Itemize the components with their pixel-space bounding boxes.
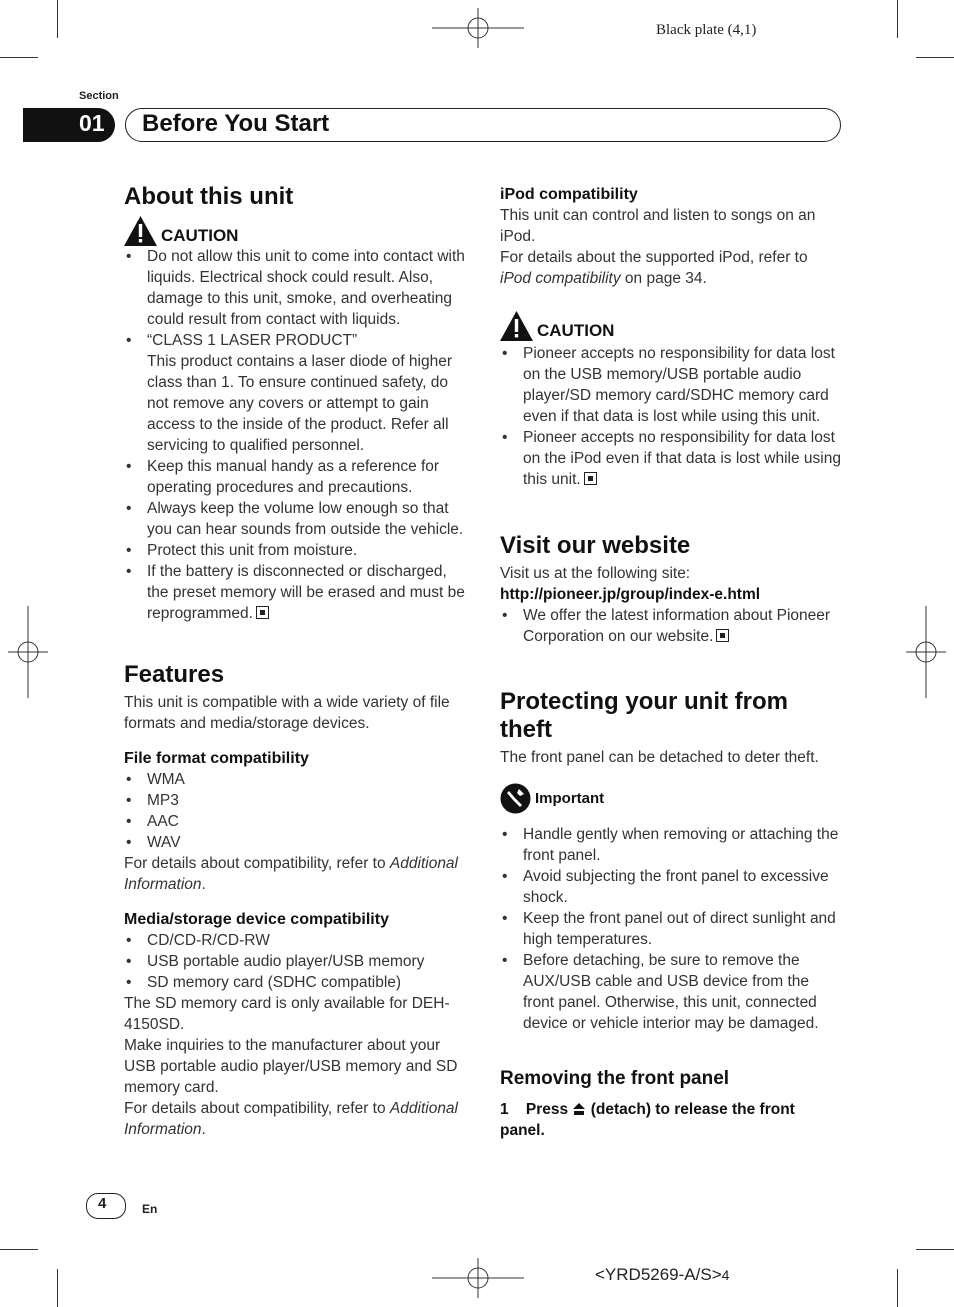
reference-text: For details about compatibility, refer to xyxy=(124,1100,390,1117)
media-inquiry: Make inquiries to the manufacturer about your USB portable audio player/USB memory and SD memory card. xyxy=(124,1037,458,1096)
file-format-reference xyxy=(124,853,469,895)
registration-mark-icon xyxy=(432,8,524,48)
crop-mark xyxy=(57,0,58,38)
important-list xyxy=(500,824,842,1034)
right-column xyxy=(500,184,842,1141)
list-item: • WMA xyxy=(124,769,469,790)
ipod-text: This unit can control and listen to songs on an iPod. xyxy=(500,207,816,245)
step-text: (detach) to release the front panel. xyxy=(500,1101,795,1139)
removing-heading: Removing the front panel xyxy=(500,1068,730,1089)
warning-icon xyxy=(124,216,157,246)
section-label: Section xyxy=(79,90,119,102)
list-item: • WAV xyxy=(124,832,469,853)
list-item-text: Pioneer accepts no responsibility for data lost on the iPod even if that data is lost while using this unit. xyxy=(523,429,841,488)
about-heading: About this unit xyxy=(124,183,294,210)
crop-mark xyxy=(916,57,954,58)
list-item-text: We offer the latest information about Pioneer Corporation on our website. xyxy=(523,607,831,645)
list-item xyxy=(500,427,842,490)
reference-end: . xyxy=(201,1121,206,1138)
crop-mark xyxy=(897,0,898,38)
list-item xyxy=(124,561,469,624)
list-item: • CD/CD-R/CD-RW xyxy=(124,930,469,951)
media-sd-note: The SD memory card is only available for DEH-4150SD. xyxy=(124,995,450,1033)
section-number: 01 xyxy=(79,110,105,136)
list-item: • AAC xyxy=(124,811,469,832)
step-number: 1 xyxy=(500,1101,509,1118)
ipod-heading: iPod compatibility xyxy=(500,186,638,203)
features-text: This unit is compatible with a wide variety of file formats and media/storage devices. xyxy=(124,694,450,732)
website-link[interactable]: http://pioneer.jp/group/index-e.html xyxy=(500,586,761,603)
media-list xyxy=(124,930,469,993)
list-item: • Do not allow this unit to come into contact with liquids. Electrical shock could result. Also, damage to this unit, smoke, and overheating could result from contact with liquids. xyxy=(124,246,469,330)
caution-header xyxy=(500,309,842,341)
list-item: • USB portable audio player/USB memory xyxy=(124,951,469,972)
plate-label: Black plate (4,1) xyxy=(656,22,757,38)
left-column xyxy=(124,183,469,1140)
crop-mark xyxy=(916,1249,954,1250)
list-item: • Always keep the volume low enough so that you can hear sounds from outside the vehicle. xyxy=(124,498,469,540)
list-item: • Before detaching, be sure to remove the AUX/USB cable and USB device from the front panel. Otherwise, this unit, connected device or vehicle interior may be damaged. xyxy=(500,950,842,1034)
ipod-reference xyxy=(500,247,842,289)
features-heading: Features xyxy=(124,661,225,688)
media-heading: Media/storage device compatibility xyxy=(124,911,389,928)
caution-list xyxy=(124,246,469,624)
end-mark-icon xyxy=(256,606,269,619)
list-item xyxy=(500,605,842,647)
important-header xyxy=(500,783,842,814)
list-item: • Avoid subjecting the front panel to excessive shock. xyxy=(500,866,842,908)
caution-label: CAUTION xyxy=(161,226,239,245)
step-1 xyxy=(500,1099,842,1141)
crop-mark xyxy=(897,1269,898,1307)
list-item: • Pioneer accepts no responsibility for data lost on the USB memory/USB portable audio player/SD memory card/SDHC memory card even if that data is lost while using this unit. xyxy=(500,343,842,427)
crop-mark xyxy=(0,57,38,58)
list-item: • MP3 xyxy=(124,790,469,811)
caution-label: CAUTION xyxy=(537,321,615,340)
eject-icon xyxy=(572,1102,586,1116)
important-label: Important xyxy=(535,790,605,807)
file-format-list xyxy=(124,769,469,853)
important-icon xyxy=(500,783,531,814)
theft-heading: Protecting your unit from theft xyxy=(500,688,788,743)
media-reference xyxy=(124,1098,469,1140)
reference-text: For details about compatibility, refer to xyxy=(124,855,390,872)
list-item: • Keep this manual handy as a reference for operating procedures and precautions. xyxy=(124,456,469,498)
list-item: • SD memory card (SDHC compatible) xyxy=(124,972,469,993)
laser-detail: This product contains a laser diode of higher class than 1. To ensure continued safety, do not remove any covers or attempt to gain access to the inside of the product. Refer all servicing to qualified personnel. xyxy=(147,353,453,454)
model-page: 4 xyxy=(721,1267,730,1283)
reference-text: For details about the supported iPod, refer to xyxy=(500,249,808,266)
reference-link: Additional Information xyxy=(124,855,458,893)
visit-text: Visit us at the following site: xyxy=(500,565,691,582)
reference-end: . xyxy=(201,876,206,893)
registration-mark-icon xyxy=(906,606,946,698)
step-press: Press xyxy=(525,1101,569,1118)
language-label: En xyxy=(142,1202,158,1216)
model-code xyxy=(595,1265,729,1285)
reference-link: iPod compatibility xyxy=(500,270,621,287)
warning-icon xyxy=(500,311,533,341)
caution-list xyxy=(500,343,842,490)
end-mark-icon xyxy=(584,472,597,485)
visit-heading: Visit our website xyxy=(500,532,691,559)
registration-mark-icon xyxy=(432,1258,524,1298)
crop-mark xyxy=(0,1249,38,1250)
reference-link: Additional Information xyxy=(124,1100,458,1138)
list-item: • Protect this unit from moisture. xyxy=(124,540,469,561)
caution-header xyxy=(124,214,469,246)
list-item: • Keep the front panel out of direct sunlight and high temperatures. xyxy=(500,908,842,950)
reference-end: on page 34. xyxy=(620,270,707,287)
list-item-text: If the battery is disconnected or discharged, the preset memory will be erased and must be reprogrammed. xyxy=(147,563,465,622)
crop-mark xyxy=(57,1269,58,1307)
page-number: 4 xyxy=(98,1195,107,1212)
list-item: • Handle gently when removing or attaching the front panel. xyxy=(500,824,842,866)
visit-list xyxy=(500,605,842,647)
laser-label: “CLASS 1 LASER PRODUCT” xyxy=(147,332,358,349)
registration-mark-icon xyxy=(8,606,48,698)
section-title: Before You Start xyxy=(142,110,330,137)
theft-text: The front panel can be detached to deter theft. xyxy=(500,749,819,766)
model-text: <YRD5269-A/S> xyxy=(595,1265,722,1284)
list-item xyxy=(124,330,469,456)
end-mark-icon xyxy=(716,629,729,642)
file-format-heading: File format compatibility xyxy=(124,750,309,767)
